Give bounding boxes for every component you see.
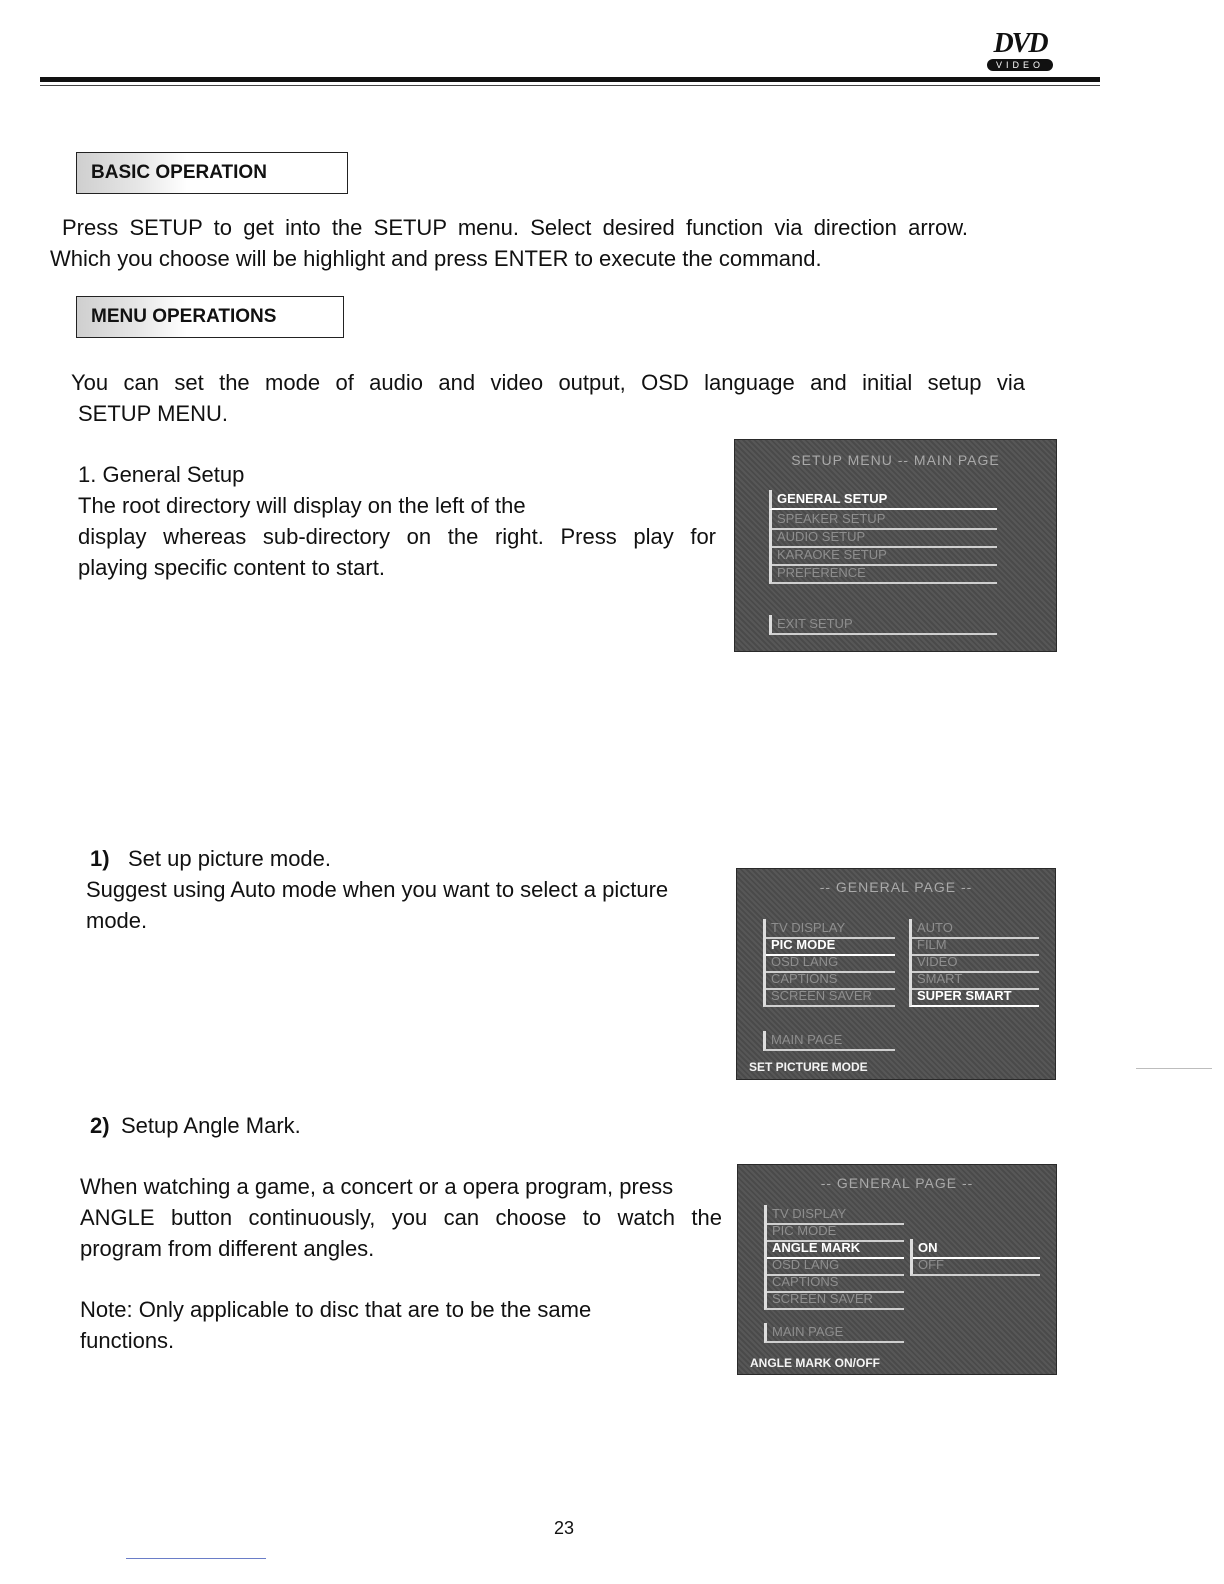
menu-item-karaoke-setup[interactable]: KARAOKE SETUP — [769, 546, 997, 566]
picture-right-item-smart[interactable]: SMART — [909, 970, 1039, 990]
menu-item-exit-setup[interactable]: EXIT SETUP — [769, 615, 997, 635]
setup-main-screen — [734, 439, 1057, 652]
menu-item-preference[interactable]: PREFERENCE — [769, 564, 997, 584]
angle-left-item-screen-saver[interactable]: SCREEN SAVER — [764, 1290, 904, 1310]
setup-main-title: SETUP MENU -- MAIN PAGE — [791, 452, 1000, 468]
general-setup-line-2: display whereas sub-directory on the right. Press play for — [78, 524, 716, 549]
picture-left-item-captions[interactable]: CAPTIONS — [763, 970, 895, 990]
angle-screen-title: -- GENERAL PAGE -- — [820, 1175, 974, 1191]
page-number: 23 — [553, 1518, 575, 1538]
general-setup-line-1: The root directory will display on the left of the — [78, 493, 526, 518]
angle-right-item-off[interactable]: OFF — [910, 1256, 1040, 1276]
header-rule — [40, 77, 1100, 82]
angle-left-item-pic-mode[interactable]: PIC MODE — [764, 1222, 904, 1242]
logo-subtext: VIDEO — [987, 59, 1053, 71]
picture-mode-line-2: mode. — [86, 908, 148, 933]
angle-mark-note-2: functions. — [80, 1328, 175, 1353]
picture-left-item-screen-saver[interactable]: SCREEN SAVER — [763, 987, 895, 1007]
angle-mark-heading: Setup Angle Mark. — [121, 1113, 301, 1138]
general-setup-heading: 1. General Setup — [78, 462, 245, 487]
angle-left-item-captions[interactable]: CAPTIONS — [764, 1273, 904, 1293]
angle-mark-screen — [737, 1164, 1057, 1375]
general-setup-line-3: playing specific content to start. — [78, 555, 385, 580]
picture-left-item-tv-display[interactable]: TV DISPLAY — [763, 919, 895, 939]
angle-mark-note-1: Note: Only applicable to disc that are to be the same — [80, 1297, 592, 1322]
menu-operations-label: MENU OPERATIONS — [76, 296, 344, 338]
angle-right-item-on[interactable]: ON — [910, 1239, 1040, 1259]
angle-mark-number: 2) — [90, 1113, 110, 1138]
picture-left-item-pic-mode[interactable]: PIC MODE — [763, 936, 895, 956]
picture-mode-screen — [736, 868, 1056, 1080]
picture-status-text: SET PICTURE MODE — [749, 1060, 868, 1074]
menu-item-general-setup[interactable]: GENERAL SETUP — [769, 490, 997, 510]
angle-mark-line-3: program from different angles. — [80, 1236, 375, 1261]
angle-left-item-osd-lang[interactable]: OSD LANG — [764, 1256, 904, 1276]
picture-right-item-video[interactable]: VIDEO — [909, 953, 1039, 973]
picture-mode-number: 1) — [90, 846, 110, 871]
angle-main-page-item[interactable]: MAIN PAGE — [764, 1323, 904, 1343]
picture-mode-heading: Set up picture mode. — [128, 846, 332, 871]
logo-text: DVD — [993, 28, 1047, 59]
menu-operations-line-1: You can set the mode of audio and video output, OSD language and initial setup via — [71, 370, 1025, 395]
picture-main-page-item[interactable]: MAIN PAGE — [763, 1031, 895, 1051]
picture-right-item-film[interactable]: FILM — [909, 936, 1039, 956]
angle-mark-line-2: ANGLE button continuously, you can choose to watch the — [80, 1205, 722, 1230]
angle-left-item-angle-mark[interactable]: ANGLE MARK — [764, 1239, 904, 1259]
picture-right-item-super-smart[interactable]: SUPER SMART — [909, 987, 1039, 1007]
dvd-video-logo — [980, 30, 1060, 76]
menu-item-audio-setup[interactable]: AUDIO SETUP — [769, 528, 997, 548]
footer-line — [126, 1558, 266, 1559]
header-rule-thin — [40, 85, 1100, 86]
angle-left-item-tv-display[interactable]: TV DISPLAY — [764, 1205, 904, 1225]
picture-left-item-osd-lang[interactable]: OSD LANG — [763, 953, 895, 973]
menu-operations-line-2: SETUP MENU. — [78, 401, 228, 426]
picture-right-item-auto[interactable]: AUTO — [909, 919, 1039, 939]
picture-screen-title: -- GENERAL PAGE -- — [819, 879, 973, 895]
angle-mark-line-1: When watching a game, a concert or a opera program, press — [80, 1174, 674, 1199]
margin-mark — [1136, 1068, 1212, 1069]
basic-operation-line-2: Which you choose will be highlight and press ENTER to execute the command. — [50, 246, 822, 271]
menu-item-speaker-setup[interactable]: SPEAKER SETUP — [769, 510, 997, 530]
angle-status-text: ANGLE MARK ON/OFF — [750, 1356, 880, 1370]
picture-mode-line-1: Suggest using Auto mode when you want to select a picture — [86, 877, 669, 902]
basic-operation-label: BASIC OPERATION — [76, 152, 348, 194]
basic-operation-line-1: Press SETUP to get into the SETUP menu. Select desired function via direction arrow. — [62, 215, 968, 240]
